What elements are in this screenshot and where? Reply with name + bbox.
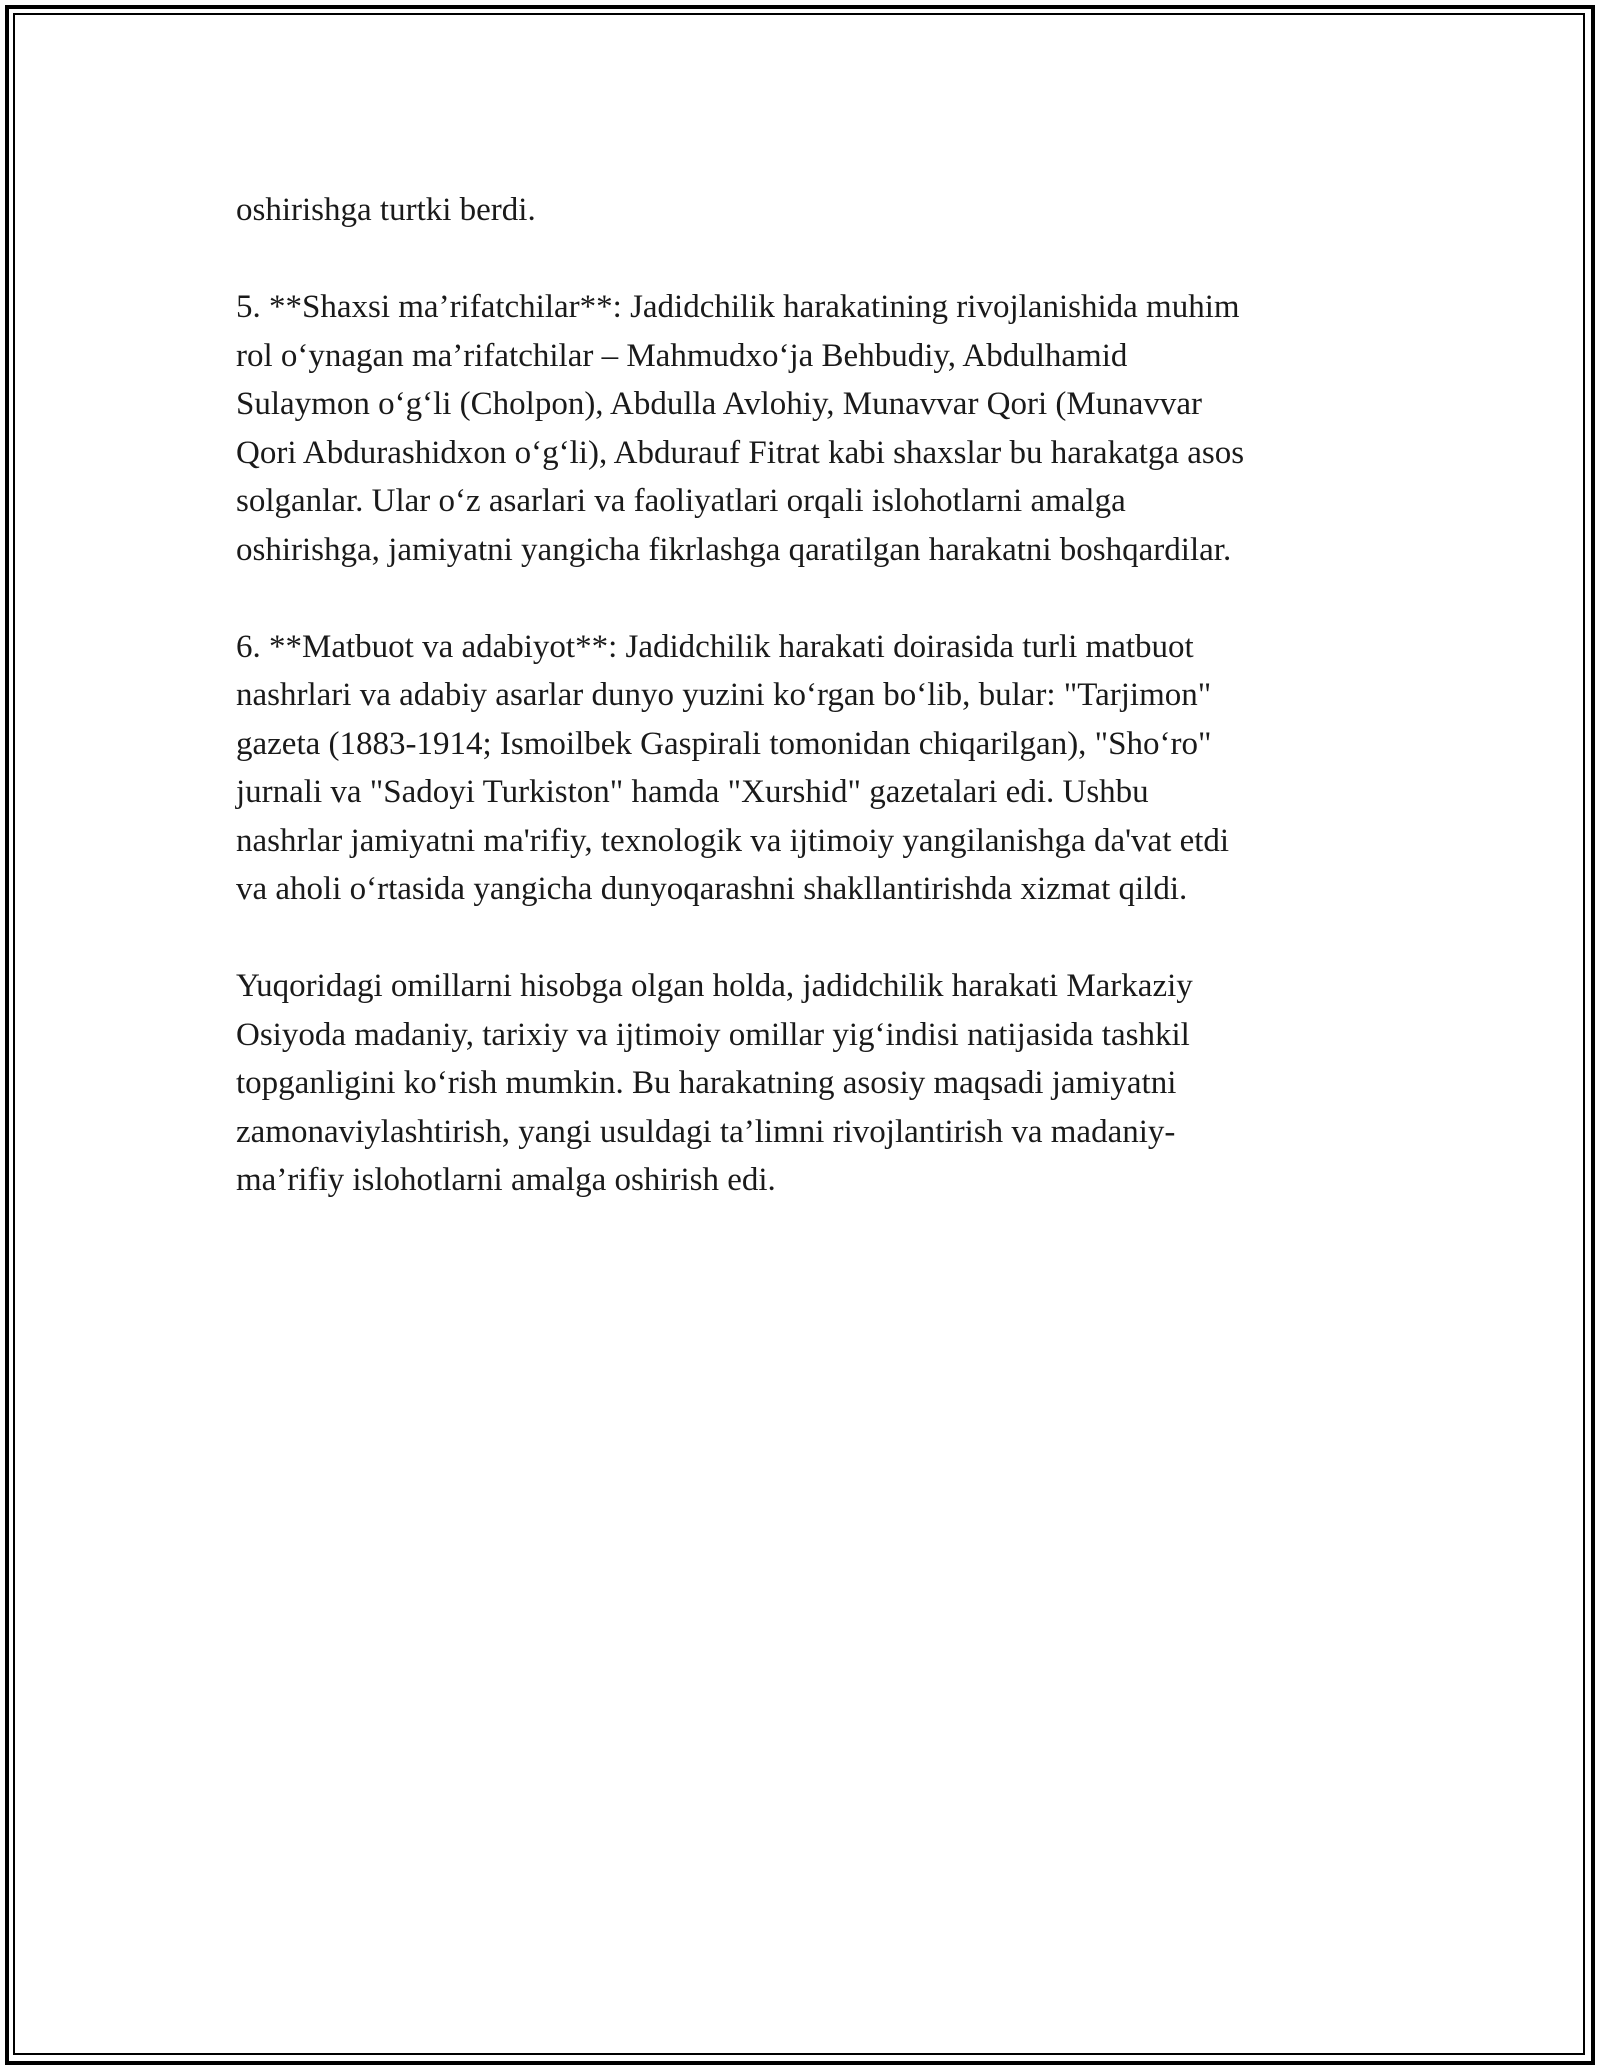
text-line: rol o‘ynagan ma’rifatchilar – Mahmudxo‘ja Behbudiy, Abdulhamid bbox=[236, 337, 1128, 374]
text-line: jurnali va "Sadoyi Turkiston" hamda "Xurshid" gazetalari edi. Ushbu bbox=[236, 774, 1149, 810]
text-line: nashrlar jamiyatni ma'rifiy, texnologik va ijtimoiy yangilanishga da'vat etdi bbox=[236, 822, 1230, 859]
continuation-paragraph bbox=[236, 186, 1416, 235]
text-line: nashrlari va adabiy asarlar dunyo yuzini ko‘rgan bo‘lib, bular: "Tarjimon" bbox=[236, 677, 1212, 713]
paragraph-conclusion bbox=[236, 962, 1416, 1205]
paragraph-gap bbox=[236, 235, 1416, 284]
paragraph-matbuot-va-adabiyot bbox=[236, 623, 1416, 914]
text-line: Sulaymon o‘g‘li (Cholpon), Abdulla Avlohiy, Munavvar Qori (Munavvar bbox=[236, 386, 1203, 422]
document-body bbox=[236, 186, 1416, 1205]
text-line: gazeta (1883-1914; Ismoilbek Gaspirali tomonidan chiqarilgan), "Sho‘ro" bbox=[236, 725, 1212, 762]
text-line: zamonaviylashtirish, yangi usuldagi ta’limni rivojlantirish va madaniy- bbox=[236, 1113, 1176, 1150]
text-line: va aholi o‘rtasida yangicha dunyoqarashni shakllantirishda xizmat qildi. bbox=[236, 871, 1188, 907]
text-line: 5. **Shaxsi ma’rifatchilar**: Jadidchilik harakatining rivojlanishida muhim bbox=[236, 289, 1240, 325]
text-line: Yuqoridagi omillarni hisobga olgan holda, jadidchilik harakati Markaziy bbox=[236, 968, 1193, 1004]
text-line: Osiyoda madaniy, tarixiy va ijtimoiy omillar yig‘indisi natijasida tashkil bbox=[236, 1016, 1190, 1053]
text-line: ma’rifiy islohotlarni amalga oshirish edi. bbox=[236, 1162, 776, 1198]
text-line: oshirishga, jamiyatni yangicha fikrlashga qaratilgan harakatni boshqardilar. bbox=[236, 531, 1232, 568]
paragraph-gap bbox=[236, 574, 1416, 623]
text-line: 6. **Matbuot va adabiyot**: Jadidchilik harakati doirasida turli matbuot bbox=[236, 628, 1194, 665]
text-line: Qori Abdurashidxon o‘g‘li), Abdurauf Fitrat kabi shaxslar bu harakatga asos bbox=[236, 434, 1245, 471]
text-line: topganligini ko‘rish mumkin. Bu harakatning asosiy maqsadi jamiyatni bbox=[236, 1065, 1177, 1101]
text-line: oshirishga turtki berdi. bbox=[236, 192, 536, 228]
text-line: solganlar. Ular o‘z asarlari va faoliyatlari orqali islohotlarni amalga bbox=[236, 483, 1126, 519]
paragraph-shaxsi-marifatchilar bbox=[236, 283, 1416, 574]
paragraph-gap bbox=[236, 914, 1416, 963]
